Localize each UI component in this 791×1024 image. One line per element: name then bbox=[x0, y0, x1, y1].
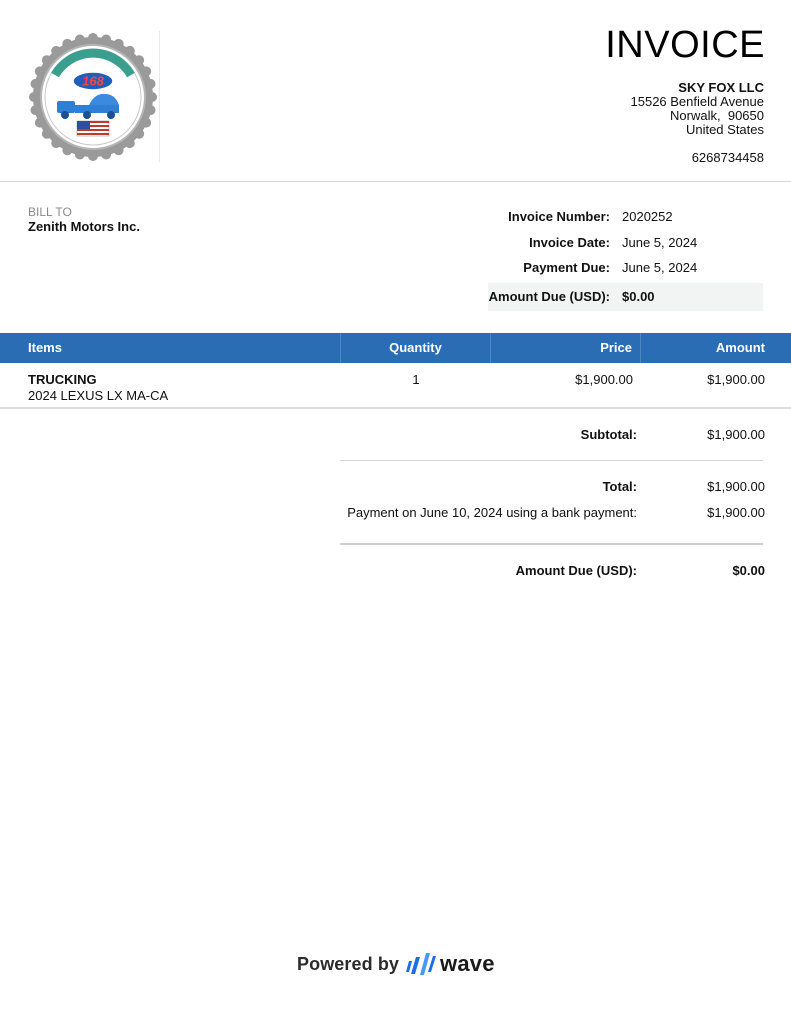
payment-value: $1,900.00 bbox=[707, 505, 765, 520]
subtotal-value: $1,900.00 bbox=[707, 427, 765, 442]
total-value: $1,900.00 bbox=[707, 479, 765, 494]
header-divider bbox=[0, 181, 791, 182]
item-quantity: 1 bbox=[412, 372, 420, 387]
payment-due-value: June 5, 2024 bbox=[622, 260, 698, 276]
item-price: $1,900.00 bbox=[575, 372, 633, 387]
svg-text:168: 168 bbox=[82, 73, 104, 89]
item-name: TRUCKING bbox=[28, 372, 97, 387]
amount-due-row bbox=[488, 283, 763, 311]
column-header-items: Items bbox=[0, 333, 341, 363]
column-header-price: Price bbox=[491, 333, 641, 363]
invoice-date-label: Invoice Date: bbox=[529, 234, 610, 250]
invoice-date-value: June 5, 2024 bbox=[622, 234, 698, 250]
tow-truck-seal-icon bbox=[29, 33, 157, 161]
company-address-line1: 15526 Benfield Avenue bbox=[630, 94, 764, 109]
bill-to-label: BILL TO bbox=[28, 205, 72, 219]
table-row bbox=[0, 364, 791, 409]
invoice-title: INVOICE bbox=[605, 24, 765, 66]
company-name: SKY FOX LLC bbox=[678, 80, 764, 95]
company-address-line2: Norwalk, 90650 bbox=[670, 108, 764, 123]
invoice-meta bbox=[488, 204, 763, 311]
column-header-quantity: Quantity bbox=[341, 333, 491, 363]
item-cell bbox=[0, 364, 341, 407]
powered-by-label: Powered by bbox=[297, 953, 400, 974]
wave-brand-name: wave bbox=[440, 951, 495, 976]
item-amount: $1,900.00 bbox=[707, 372, 765, 387]
items-table-header bbox=[0, 333, 791, 363]
company-phone: 6268734458 bbox=[691, 150, 764, 165]
company-logo bbox=[29, 31, 160, 162]
subtotal-label: Subtotal: bbox=[580, 427, 637, 442]
invoice-number-row bbox=[488, 204, 763, 230]
payment-due-label: Payment Due: bbox=[523, 260, 610, 276]
summary-divider bbox=[340, 460, 763, 461]
bill-to-name: Zenith Motors Inc. bbox=[28, 219, 140, 234]
column-header-amount: Amount bbox=[715, 340, 765, 355]
payment-due-row bbox=[488, 255, 763, 281]
amount-due-label: Amount Due (USD): bbox=[488, 289, 610, 304]
invoice-number-value: 2020252 bbox=[622, 209, 673, 225]
total-label: Total: bbox=[602, 479, 637, 494]
powered-by-wave[interactable] bbox=[297, 951, 495, 977]
payment-label: Payment on June 10, 2024 using a bank payment: bbox=[347, 505, 637, 520]
amount-due-value: $0.00 bbox=[622, 289, 655, 304]
invoice-number-label: Invoice Number: bbox=[508, 209, 610, 225]
amount-due-summary-value: $0.00 bbox=[732, 563, 765, 578]
summary-divider-thick bbox=[340, 543, 763, 545]
company-info bbox=[631, 81, 765, 165]
item-description: 2024 LEXUS LX MA-CA bbox=[28, 388, 169, 403]
amount-due-summary-label: Amount Due (USD): bbox=[515, 563, 637, 578]
invoice-date-row bbox=[488, 230, 763, 256]
wave-logo-icon bbox=[406, 952, 436, 976]
company-country: United States bbox=[685, 122, 764, 137]
